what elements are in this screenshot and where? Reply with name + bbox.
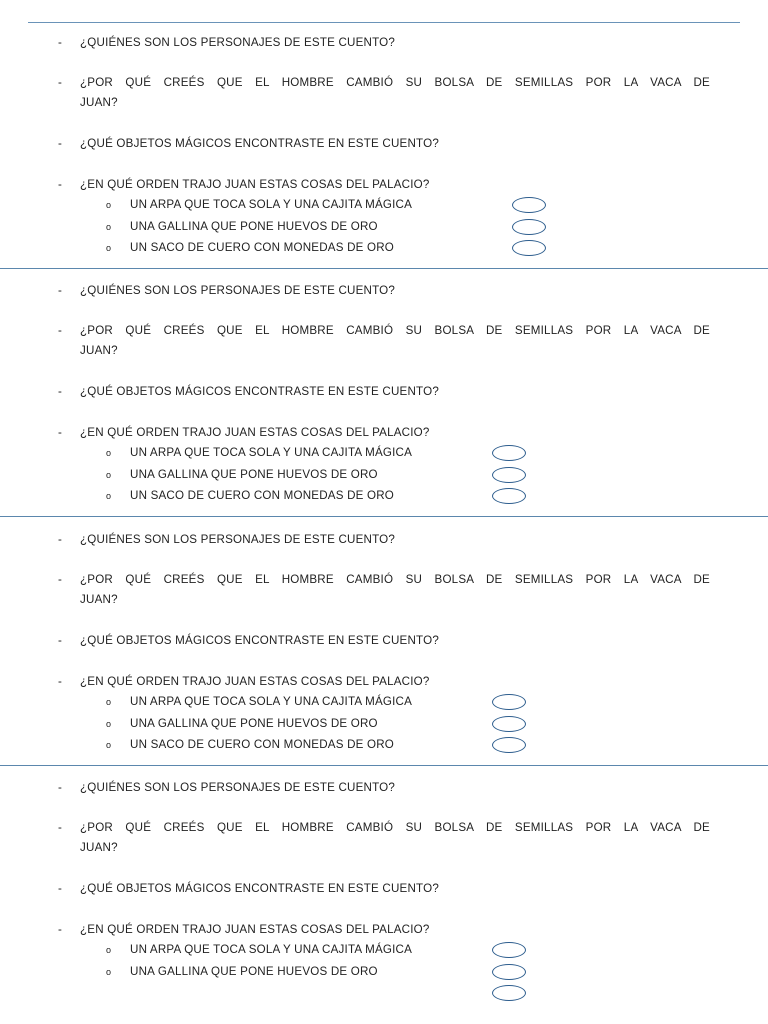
bullet-marker: o <box>106 719 112 729</box>
cut-line <box>0 268 768 269</box>
dash-marker: - <box>58 821 62 834</box>
question-why-trade-line2: JUAN? <box>80 841 118 854</box>
order-answer-oval[interactable] <box>492 964 526 980</box>
order-answer-oval[interactable] <box>492 694 526 710</box>
dash-marker: - <box>58 634 62 647</box>
question-why-trade-line2: JUAN? <box>80 593 118 606</box>
order-answer-oval[interactable] <box>492 467 526 483</box>
option-sack: UN SACO DE CUERO CON MONEDAS DE ORO <box>130 241 395 254</box>
dash-marker: - <box>58 137 62 150</box>
order-answer-oval[interactable] <box>492 985 526 1001</box>
option-harp: UN ARPA QUE TOCA SOLA Y UNA CAJITA MÁGICA <box>130 943 413 956</box>
cut-line <box>0 516 768 517</box>
question-characters: ¿QUIÉNES SON LOS PERSONAJES DE ESTE CUENTO? <box>80 533 396 546</box>
option-hen: UNA GALLINA QUE PONE HUEVOS DE ORO <box>130 468 378 481</box>
dash-marker: - <box>58 781 62 794</box>
dash-marker: - <box>58 675 62 688</box>
question-magic-objects: ¿QUÉ OBJETOS MÁGICOS ENCONTRASTE EN ESTE CUENTO? <box>80 385 439 398</box>
dash-marker: - <box>58 426 62 439</box>
question-why-trade-line2: JUAN? <box>80 344 118 357</box>
question-why-trade-line1: ¿POR QUÉ CREÉS QUE EL HOMBRE CAMBIÓ SU BOLSA DE SEMILLAS POR LA VACA DE <box>80 573 710 586</box>
question-characters: ¿QUIÉNES SON LOS PERSONAJES DE ESTE CUENTO? <box>80 284 396 297</box>
dash-marker: - <box>58 533 62 546</box>
cut-line <box>0 765 768 766</box>
order-answer-oval[interactable] <box>492 716 526 732</box>
order-answer-oval[interactable] <box>492 737 526 753</box>
order-answer-oval[interactable] <box>512 240 546 256</box>
question-order: ¿EN QUÉ ORDEN TRAJO JUAN ESTAS COSAS DEL PALACIO? <box>80 178 430 191</box>
question-why-trade-line1: ¿POR QUÉ CREÉS QUE EL HOMBRE CAMBIÓ SU BOLSA DE SEMILLAS POR LA VACA DE <box>80 76 710 89</box>
bullet-marker: o <box>106 491 112 501</box>
question-magic-objects: ¿QUÉ OBJETOS MÁGICOS ENCONTRASTE EN ESTE CUENTO? <box>80 634 439 647</box>
question-characters: ¿QUIÉNES SON LOS PERSONAJES DE ESTE CUENTO? <box>80 36 396 49</box>
top-divider <box>28 22 740 23</box>
option-sack: UN SACO DE CUERO CON MONEDAS DE ORO <box>130 738 395 751</box>
question-why-trade-line2: JUAN? <box>80 96 118 109</box>
question-why-trade-line1: ¿POR QUÉ CREÉS QUE EL HOMBRE CAMBIÓ SU BOLSA DE SEMILLAS POR LA VACA DE <box>80 324 710 337</box>
dash-marker: - <box>58 324 62 337</box>
question-order: ¿EN QUÉ ORDEN TRAJO JUAN ESTAS COSAS DEL PALACIO? <box>80 426 430 439</box>
dash-marker: - <box>58 284 62 297</box>
option-hen: UNA GALLINA QUE PONE HUEVOS DE ORO <box>130 220 378 233</box>
question-order: ¿EN QUÉ ORDEN TRAJO JUAN ESTAS COSAS DEL PALACIO? <box>80 923 430 936</box>
bullet-marker: o <box>106 740 112 750</box>
dash-marker: - <box>58 76 62 89</box>
bullet-marker: o <box>106 470 112 480</box>
bullet-marker: o <box>106 697 112 707</box>
question-magic-objects: ¿QUÉ OBJETOS MÁGICOS ENCONTRASTE EN ESTE CUENTO? <box>80 882 439 895</box>
order-answer-oval[interactable] <box>492 488 526 504</box>
bullet-marker: o <box>106 222 112 232</box>
order-answer-oval[interactable] <box>512 197 546 213</box>
bullet-marker: o <box>106 448 112 458</box>
dash-marker: - <box>58 36 62 49</box>
dash-marker: - <box>58 385 62 398</box>
option-hen: UNA GALLINA QUE PONE HUEVOS DE ORO <box>130 965 378 978</box>
question-characters: ¿QUIÉNES SON LOS PERSONAJES DE ESTE CUENTO? <box>80 781 396 794</box>
order-answer-oval[interactable] <box>512 219 546 235</box>
bullet-marker: o <box>106 967 112 977</box>
option-harp: UN ARPA QUE TOCA SOLA Y UNA CAJITA MÁGICA <box>130 198 413 211</box>
bullet-marker: o <box>106 243 112 253</box>
dash-marker: - <box>58 178 62 191</box>
bullet-marker: o <box>106 200 112 210</box>
dash-marker: - <box>58 923 62 936</box>
question-order: ¿EN QUÉ ORDEN TRAJO JUAN ESTAS COSAS DEL PALACIO? <box>80 675 430 688</box>
bullet-marker: o <box>106 945 112 955</box>
question-why-trade-line1: ¿POR QUÉ CREÉS QUE EL HOMBRE CAMBIÓ SU BOLSA DE SEMILLAS POR LA VACA DE <box>80 821 710 834</box>
option-hen: UNA GALLINA QUE PONE HUEVOS DE ORO <box>130 717 378 730</box>
order-answer-oval[interactable] <box>492 942 526 958</box>
dash-marker: - <box>58 573 62 586</box>
order-answer-oval[interactable] <box>492 445 526 461</box>
dash-marker: - <box>58 882 62 895</box>
option-harp: UN ARPA QUE TOCA SOLA Y UNA CAJITA MÁGICA <box>130 695 413 708</box>
option-sack: UN SACO DE CUERO CON MONEDAS DE ORO <box>130 489 395 502</box>
option-harp: UN ARPA QUE TOCA SOLA Y UNA CAJITA MÁGICA <box>130 446 413 459</box>
question-magic-objects: ¿QUÉ OBJETOS MÁGICOS ENCONTRASTE EN ESTE CUENTO? <box>80 137 439 150</box>
